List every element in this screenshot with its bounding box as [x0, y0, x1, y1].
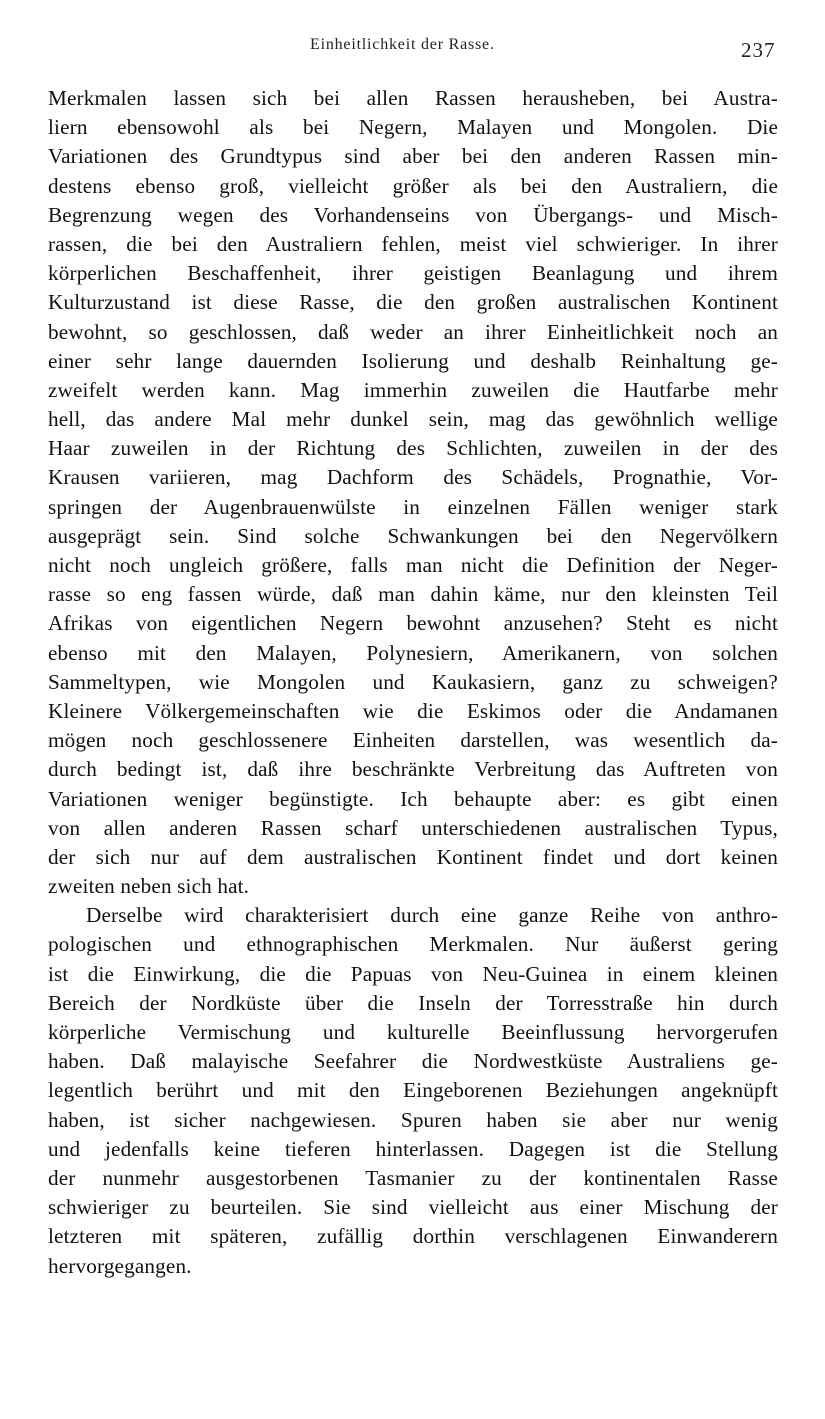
running-title: Einheitlichkeit der Rasse.: [310, 36, 495, 53]
text-line: körperliche Vermischung und kulturelle Beeinflussung hervorgerufen: [48, 1020, 778, 1044]
page-number: 237: [741, 38, 776, 62]
text-line: körperlichen Beschaffenheit, ihrer geistigen Beanlagung und ihrem: [48, 261, 778, 286]
text-line: mögen noch geschlossenere Einheiten darstellen, was wesentlich da-: [48, 728, 778, 753]
text-line: zweifelt werden kann. Mag immerhin zuweilen die Hautfarbe mehr: [48, 377, 778, 402]
text-line: Variationen weniger begünstigte. Ich behaupte aber: es gibt einen: [48, 786, 778, 811]
text-line: der nunmehr ausgestorbenen Tasmanier zu der kontinentalen Rasse: [48, 1165, 778, 1190]
text-line: hervorgegangen.: [48, 1253, 192, 1278]
text-line: Sammeltypen, wie Mongolen und Kaukasiern, ganz zu schweigen?: [48, 669, 778, 694]
text-line: Haar zuweilen in der Richtung des Schlichten, zuweilen in der des: [48, 436, 778, 461]
text-line: der sich nur auf dem australischen Kontinent findet und dort keinen: [48, 844, 778, 869]
text-line: Begrenzung wegen des Vorhandenseins von Übergangs- und Misch-: [48, 202, 778, 227]
text-line: Krausen variieren, mag Dachform des Schädels, Prognathie, Vor-: [48, 465, 778, 490]
text-line: von allen anderen Rassen scharf unterschiedenen australischen Typus,: [48, 815, 778, 840]
text-line: letzteren mit späteren, zufällig dorthin verschlagenen Einwanderern: [48, 1224, 778, 1249]
paragraph-container: [48, 84, 778, 1281]
text-line: Merkmalen lassen sich bei allen Rassen herausheben, bei Austra-: [48, 86, 778, 110]
text-line: ebenso mit den Malayen, Polynesiern, Amerikanern, von solchen: [48, 640, 778, 665]
text-line: haben. Daß malayische Seefahrer die Nordwestküste Australiens ge-: [48, 1049, 778, 1074]
text-line: durch bedingt ist, daß ihre beschränkte Verbreitung das Auftreten von: [48, 757, 778, 782]
text-line: schwieriger zu beurteilen. Sie sind vielleicht aus einer Mischung der: [48, 1195, 778, 1220]
text-line: und jedenfalls keine tieferen hinterlassen. Dagegen ist die Stellung: [48, 1136, 778, 1161]
text-line: rassen, die bei den Australiern fehlen, meist viel schwieriger. In ihrer: [48, 231, 778, 256]
text-line: liern ebensowohl als bei Negern, Malayen und Mongolen. Die: [48, 115, 778, 140]
text-line: Bereich der Nordküste über die Inseln der Torresstraße hin durch: [48, 990, 778, 1015]
paragraph: [48, 901, 778, 1280]
text-line: springen der Augenbrauenwülste in einzelnen Fällen weniger stark: [48, 494, 778, 519]
text-line: Kleinere Völkergemeinschaften wie die Eskimos oder die Andamanen: [48, 698, 778, 723]
text-line: Kulturzustand ist diese Rasse, die den großen australischen Kontinent: [48, 290, 778, 315]
paragraph: [48, 84, 778, 901]
text-line: nicht noch ungleich größere, falls man nicht die Definition der Neger-: [48, 553, 778, 577]
text-line: zweiten neben sich hat.: [48, 874, 250, 899]
text-line: ist die Einwirkung, die die Papuas von Neu-Guinea in einem kleinen: [48, 961, 778, 986]
text-line: pologischen und ethnographischen Merkmalen. Nur äußerst gering: [48, 932, 778, 957]
text-line: rasse so eng fassen würde, daß man dahin käme, nur den kleinsten Teil: [48, 582, 778, 607]
body-text: [48, 84, 778, 1281]
text-line: haben, ist sicher nachgewiesen. Spuren haben sie aber nur wenig: [48, 1107, 778, 1132]
text-line: Afrikas von eigentlichen Negern bewohnt anzusehen? Steht es nicht: [48, 611, 778, 636]
text-line: hell, das andere Mal mehr dunkel sein, mag das gewöhnlich wellige: [48, 407, 778, 432]
text-line: ausgeprägt sein. Sind solche Schwankungen bei den Negervölkern: [48, 523, 778, 548]
text-line: Variationen des Grundtypus sind aber bei den anderen Rassen min-: [48, 144, 778, 169]
text-line: Derselbe wird charakterisiert durch eine ganze Reihe von anthro-: [86, 903, 778, 928]
running-head: [0, 36, 825, 64]
text-line: destens ebenso groß, vielleicht größer als bei den Australiern, die: [48, 173, 778, 198]
text-line: einer sehr lange dauernden Isolierung und deshalb Reinhaltung ge-: [48, 348, 778, 373]
text-line: bewohnt, so geschlossen, daß weder an ihrer Einheitlichkeit noch an: [48, 319, 778, 344]
text-line: legentlich berührt und mit den Eingeborenen Beziehungen angeknüpft: [48, 1078, 778, 1103]
